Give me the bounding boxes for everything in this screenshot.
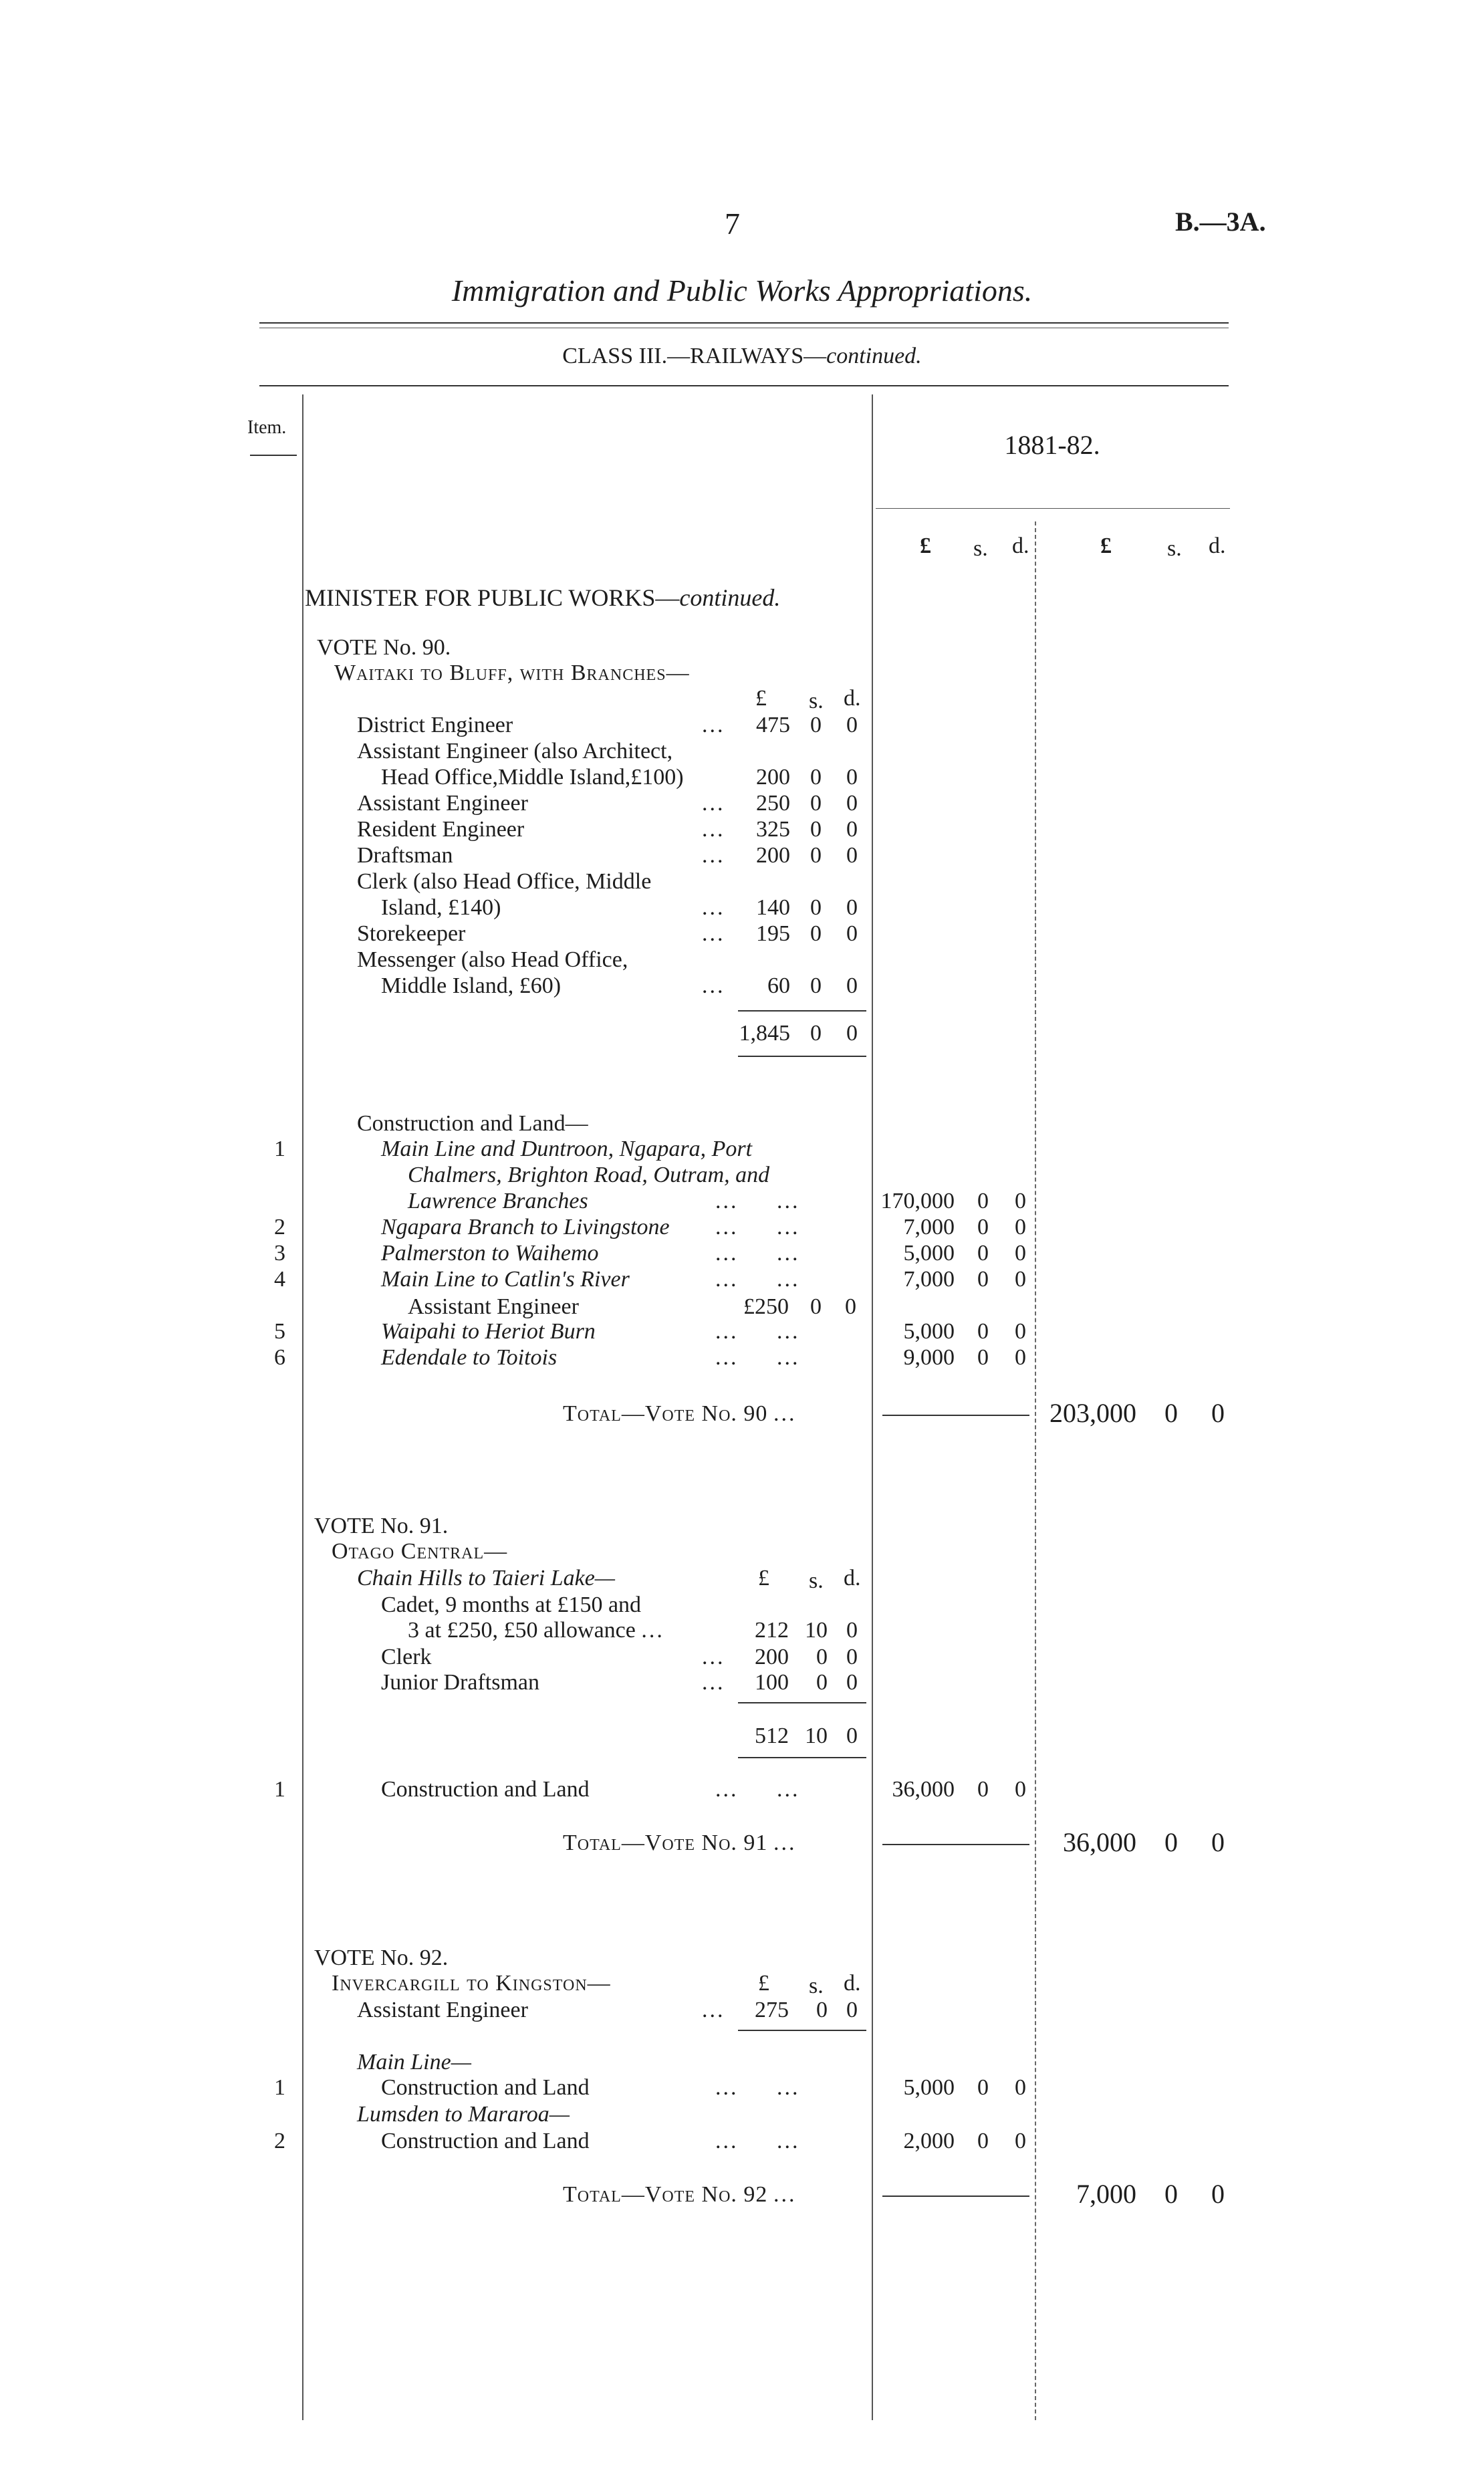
vote91-salary-total-pounds: 512	[755, 1724, 789, 1748]
vote91-total-dash	[882, 1844, 1029, 1845]
vote92-item1-leader: ... ...	[715, 2075, 800, 2100]
vote90-salary-label: Island, £140)	[381, 895, 501, 920]
vote92-item2-number: 2	[274, 2129, 285, 2153]
vote90-salary-label: Messenger (also Head Office,	[357, 947, 628, 972]
vote92-item2-label: Construction and Land	[381, 2129, 590, 2153]
vote90-salary-leader: ...	[702, 791, 725, 816]
vote90-salary-total-rule	[738, 1056, 866, 1057]
vote90-item-pounds: 7,000	[903, 1267, 955, 1292]
vote90-salary-pounds: 200	[756, 843, 790, 868]
shilling-header-1: s.	[973, 536, 988, 561]
vote90-item-shillings: 0	[977, 1189, 989, 1213]
vote90-salary-pence: 0	[846, 817, 858, 842]
vote92-shilling-head: s.	[809, 1974, 824, 1998]
vote92-assistant-pence: 0	[846, 1998, 858, 2022]
vote90-item-leader: ... ...	[715, 1215, 800, 1239]
vote90-salary-pounds: 200	[756, 765, 790, 790]
vote90-salary-shillings: 0	[810, 921, 822, 946]
vote90-salary-total-shillings: 0	[810, 1021, 822, 1046]
vote90-item-label: Edendale to Toitois	[381, 1345, 558, 1370]
vote90-item-shillings: 0	[977, 1215, 989, 1239]
amount-column-divider	[872, 394, 873, 2420]
vote90-salary-leader: ...	[702, 817, 725, 842]
vote90-salary-label: Draftsman	[357, 843, 453, 868]
vote90-salary-label: Storekeeper	[357, 921, 466, 946]
vote92-pound-head: £	[758, 1971, 769, 1996]
vote91-item-pence: 0	[1015, 1777, 1026, 1802]
vote90-item-shillings: 0	[977, 1319, 989, 1344]
vote90-salary-pounds: 195	[756, 921, 790, 946]
vote90-total-pence: 0	[1211, 1398, 1225, 1428]
vote90-item-leader: ... ...	[715, 1267, 800, 1292]
vote92-total-label-text: Total—Vote No. 92	[563, 2182, 768, 2207]
vote91-salary-total-pence: 0	[846, 1724, 858, 1748]
vote91-salary-rule	[738, 1702, 866, 1703]
vote92-total-pence: 0	[1211, 2179, 1225, 2209]
vote90-salary-leader: ...	[702, 921, 725, 946]
vote90-salary-label: Assistant Engineer (also Architect,	[357, 739, 673, 763]
page-title: Immigration and Public Works Appropriations.	[451, 273, 1033, 308]
vote90-item-pence: 0	[1015, 1319, 1026, 1344]
vote90-item-number: 1	[274, 1137, 285, 1161]
vote90-salary-pence: 0	[846, 791, 858, 816]
vote90-salary-pence: 0	[846, 895, 858, 920]
vote90-salary-shillings: 0	[810, 713, 822, 737]
vote92-assistant-pounds: 275	[755, 1998, 789, 2022]
vote91-total-label: Total—Vote No. 91 ...	[563, 1830, 797, 1855]
vote91-clerk-leader: ...	[702, 1645, 725, 1669]
vote92-item2-shillings: 0	[977, 2129, 989, 2153]
vote90-item-pounds: 170,000	[880, 1189, 955, 1213]
vote91-salary-total-rule	[738, 1757, 866, 1758]
vote90-salary-pounds: 325	[756, 817, 790, 842]
vote90-salary-label: Head Office,Middle Island,£100)	[381, 765, 684, 790]
vote91-total-label-text: Total—Vote No. 91	[563, 1830, 768, 1855]
vote91-item-label: Construction and Land	[381, 1777, 590, 1802]
table-top-rule	[259, 385, 1229, 386]
vote90-item-pence: 0	[1015, 1189, 1026, 1213]
vote90-shilling-head: s.	[809, 689, 824, 713]
vote90-assistant-note-pounds: £250	[743, 1294, 789, 1319]
vote90-total-shillings: 0	[1164, 1398, 1178, 1428]
class-heading	[0, 345, 1484, 368]
vote90-salary-shillings: 0	[810, 895, 822, 920]
vote90-salary-shillings: 0	[810, 843, 822, 868]
vote90-total-label: Total—Vote No. 90 ...	[563, 1401, 797, 1426]
vote91-pence-head: d.	[844, 1566, 861, 1590]
vote91-clerk-pounds: 200	[755, 1645, 789, 1669]
vote91-clerk-pence: 0	[846, 1645, 858, 1669]
vote91-title: VOTE No. 91.	[314, 1514, 449, 1538]
vote91-junior: Junior Draftsman	[381, 1670, 540, 1695]
class-heading-continued: continued.	[826, 344, 922, 368]
vote91-cadet-pounds: 212	[755, 1618, 789, 1643]
vote90-item-leader: ... ...	[715, 1241, 800, 1266]
vote91-clerk-shillings: 0	[816, 1645, 828, 1669]
vote92-item2-leader: ... ...	[715, 2129, 800, 2153]
vote91-total-pounds: 36,000	[1063, 1827, 1136, 1857]
vote91-item-number: 1	[274, 1777, 285, 1802]
vote92-item2-pounds: 2,000	[903, 2129, 955, 2153]
vote92-subtitle: Invercargill to Kingston—	[332, 1971, 611, 1996]
vote90-salary-leader: ...	[702, 973, 725, 998]
vote91-junior-leader: ...	[702, 1670, 725, 1695]
vote90-salary-pounds: 140	[756, 895, 790, 920]
vote90-item-label: Main Line and Duntroon, Ngapara, Port	[381, 1137, 753, 1161]
vote90-item-number: 5	[274, 1319, 285, 1344]
vote90-item-label: Lawrence Branches	[408, 1189, 588, 1213]
vote90-item-label: Waipahi to Heriot Burn	[381, 1319, 596, 1344]
vote90-salary-pence: 0	[846, 973, 858, 998]
item-column-divider	[302, 394, 303, 2420]
vote91-salary-total-shillings: 10	[805, 1724, 828, 1748]
vote91-pound-head: £	[758, 1566, 769, 1590]
shilling-header-2: s.	[1167, 536, 1182, 561]
vote92-total-label: Total—Vote No. 92 ...	[563, 2182, 797, 2207]
vote90-pound-head: £	[755, 686, 767, 711]
vote91-cadet-text: 3 at £250, £50 allowance	[408, 1618, 636, 1643]
vote91-junior-pounds: 100	[755, 1670, 789, 1695]
vote91-item-pounds: 36,000	[892, 1777, 955, 1802]
vote92-main-line: Main Line—	[357, 2050, 471, 2075]
vote91-junior-pence: 0	[846, 1670, 858, 1695]
vote91-cadet-line2: 3 at £250, £50 allowance ...	[408, 1618, 664, 1643]
page-number: 7	[725, 207, 740, 241]
vote92-total-pounds: 7,000	[1076, 2179, 1136, 2209]
minister-heading	[305, 586, 780, 610]
vote91-item-shillings: 0	[977, 1777, 989, 1802]
pence-header-1: d.	[1012, 534, 1029, 558]
vote92-item1-pence: 0	[1015, 2075, 1026, 2100]
title-rule	[259, 322, 1229, 324]
vote92-total-shillings: 0	[1164, 2179, 1178, 2209]
vote90-salary-pence: 0	[846, 713, 858, 737]
vote92-total-dash	[882, 2196, 1029, 2197]
vote90-pence-head: d.	[844, 686, 861, 711]
vote90-item-label: Ngapara Branch to Livingstone	[381, 1215, 670, 1239]
vote90-salary-label: Clerk (also Head Office, Middle	[357, 869, 652, 894]
vote90-salary-total-pounds: 1,845	[739, 1021, 790, 1046]
vote91-section: Chain Hills to Taieri Lake—	[357, 1566, 616, 1590]
vote90-item-label: Chalmers, Brighton Road, Outram, and	[408, 1163, 770, 1187]
vote90-salary-shillings: 0	[810, 817, 822, 842]
vote90-item-pence: 0	[1015, 1215, 1026, 1239]
vote90-total-label-text: Total—Vote No. 90	[563, 1401, 768, 1426]
vote92-item1-pounds: 5,000	[903, 2075, 955, 2100]
vote90-subtitle: Waitaki to Bluff, with Branches—	[334, 661, 690, 685]
vote90-salary-pence: 0	[846, 921, 858, 946]
minister-label: MINISTER FOR PUBLIC WORKS—	[305, 584, 680, 611]
vote91-item-leader: ... ...	[715, 1777, 800, 1802]
vote92-item1-label: Construction and Land	[381, 2075, 590, 2100]
vote91-total-shillings: 0	[1164, 1827, 1178, 1857]
year-header-rule	[876, 508, 1230, 509]
item-column-header: Item.	[247, 417, 287, 438]
vote90-salary-shillings: 0	[810, 765, 822, 790]
vote92-assistant: Assistant Engineer	[357, 1998, 528, 2022]
vote91-junior-shillings: 0	[816, 1670, 828, 1695]
vote91-shilling-head: s.	[809, 1568, 824, 1593]
vote90-salary-leader: ...	[702, 895, 725, 920]
vote90-item-leader: ... ...	[715, 1189, 800, 1213]
vote91-cadet-line1: Cadet, 9 months at £150 and	[381, 1592, 642, 1617]
vote90-item-pence: 0	[1015, 1345, 1026, 1370]
vote90-item-shillings: 0	[977, 1267, 989, 1292]
vote92-assistant-shillings: 0	[816, 1998, 828, 2022]
minister-continued: continued.	[679, 584, 781, 611]
document-code: B.—3A.	[1175, 207, 1266, 237]
vote92-item2-pence: 0	[1015, 2129, 1026, 2153]
vote90-salary-shillings: 0	[810, 973, 822, 998]
vote90-item-leader: ... ...	[715, 1319, 800, 1344]
vote90-salary-label: Middle Island, £60)	[381, 973, 562, 998]
vote90-salary-rule	[738, 1010, 866, 1012]
subtotal-column-divider	[1035, 521, 1036, 2420]
vote90-item-shillings: 0	[977, 1345, 989, 1370]
vote90-salary-pence: 0	[846, 843, 858, 868]
vote92-pence-head: d.	[844, 1971, 861, 1996]
vote90-item-pence: 0	[1015, 1241, 1026, 1266]
item-header-rule	[250, 455, 297, 456]
vote90-salary-total-pence: 0	[846, 1021, 858, 1046]
vote90-item-shillings: 0	[977, 1241, 989, 1266]
vote91-cadet-shillings: 10	[805, 1618, 828, 1643]
vote90-item-number: 4	[274, 1267, 285, 1292]
vote90-item-label: Palmerston to Waihemo	[381, 1241, 599, 1266]
vote92-item1-shillings: 0	[977, 2075, 989, 2100]
pound-header-1: £	[920, 534, 931, 558]
vote90-salary-pounds: 475	[756, 713, 790, 737]
vote90-salary-label: Resident Engineer	[357, 817, 525, 842]
vote90-assistant-note-shillings: 0	[810, 1294, 822, 1319]
vote92-title: VOTE No. 92.	[314, 1945, 449, 1970]
vote90-salary-pounds: 250	[756, 791, 790, 816]
pound-header-2: £	[1100, 534, 1112, 558]
vote90-salary-label: District Engineer	[357, 713, 513, 737]
pence-header-2: d.	[1209, 534, 1226, 558]
vote91-subtitle: Otago Central—	[332, 1539, 508, 1564]
vote90-item-number: 2	[274, 1215, 285, 1239]
vote90-salary-label: Assistant Engineer	[357, 791, 528, 816]
vote90-salary-pounds: 60	[767, 973, 790, 998]
vote90-total-dash	[882, 1415, 1029, 1416]
vote90-salary-leader: ...	[702, 843, 725, 868]
vote92-salary-rule	[738, 2030, 866, 2031]
vote90-item-pounds: 9,000	[903, 1345, 955, 1370]
vote90-salary-pence: 0	[846, 765, 858, 790]
vote90-item-pounds: 5,000	[903, 1241, 955, 1266]
vote90-item-pence: 0	[1015, 1267, 1026, 1292]
vote92-lumsden: Lumsden to Mararoa—	[357, 2102, 570, 2127]
vote90-salary-shillings: 0	[810, 791, 822, 816]
vote90-item-pounds: 7,000	[903, 1215, 955, 1239]
vote92-item1-number: 1	[274, 2075, 285, 2100]
vote91-total-pence: 0	[1211, 1827, 1225, 1857]
vote90-construction-heading: Construction and Land—	[357, 1111, 588, 1136]
vote90-title: VOTE No. 90.	[317, 635, 451, 660]
vote90-item-label: Main Line to Catlin's River	[381, 1267, 630, 1292]
vote91-clerk: Clerk	[381, 1645, 432, 1669]
vote90-assistant-note: Assistant Engineer	[408, 1294, 579, 1319]
year-header: 1881-82.	[1004, 430, 1100, 460]
vote90-item-number: 3	[274, 1241, 285, 1266]
vote90-item-number: 6	[274, 1345, 285, 1370]
vote90-item-leader: ... ...	[715, 1345, 800, 1370]
vote91-cadet-pence: 0	[846, 1618, 858, 1643]
vote90-salary-leader: ...	[702, 713, 725, 737]
vote90-item-pounds: 5,000	[903, 1319, 955, 1344]
vote90-total-pounds: 203,000	[1049, 1398, 1136, 1428]
vote92-assistant-leader: ...	[702, 1998, 725, 2022]
class-heading-text: CLASS III.—RAILWAYS—	[562, 344, 827, 368]
vote90-assistant-note-pence: 0	[845, 1294, 856, 1319]
